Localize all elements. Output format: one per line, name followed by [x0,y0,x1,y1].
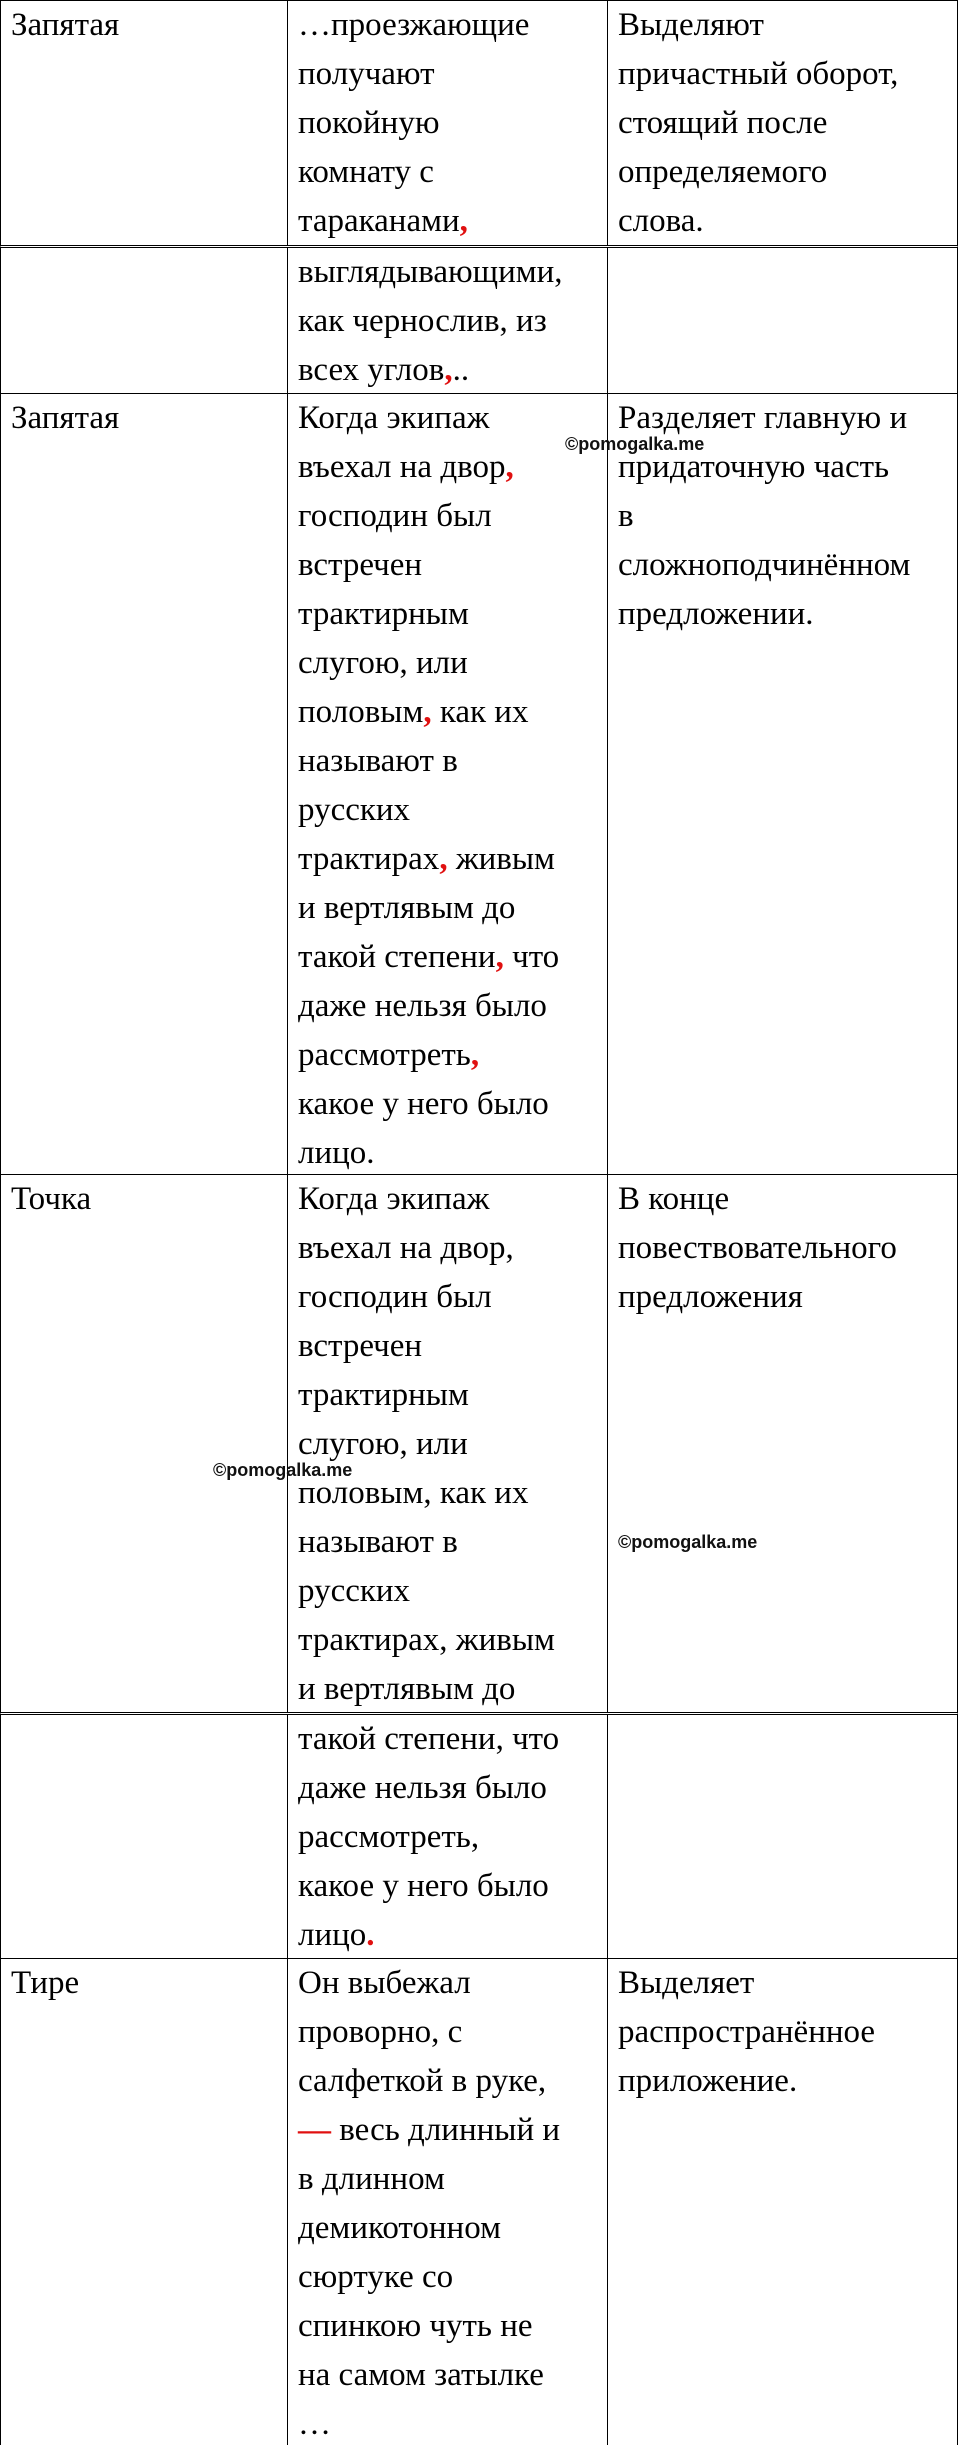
example-line: встречен [298,1328,423,1364]
example-line: рассмотреть, [298,1819,480,1855]
rule-line: в [618,498,634,534]
rule-line: Выделяет [618,1965,755,2001]
highlighted-punctuation: . [366,1917,375,1953]
example-line: лицо. [298,1135,375,1171]
example-line: и вертлявым до [298,1671,516,1707]
example-line: … [298,2406,331,2442]
example-line: салфеткой в руке, [298,2063,547,2099]
example-line: — весь длинный и [298,2112,561,2148]
example-line: демикотонном [298,2210,501,2246]
example-line: господин был [298,498,492,534]
example-line: Когда экипаж [298,1181,490,1217]
mark-cell [1,1959,288,2445]
watermark: ©pomogalka.me [565,434,705,454]
rule-line: распространённое [618,2014,876,2050]
rule-line: повествовательного [618,1230,897,1266]
mark-label: Точка [11,1181,92,1217]
example-line: сюртуке со [298,2259,454,2295]
table-row [0,1712,958,1958]
example-line: слугою, или [298,1426,468,1462]
rule-line: причастный оборот, [618,56,899,92]
example-cell [288,1175,608,1712]
example-line: комнату с [298,154,434,190]
example-line: трактирным [298,1377,469,1413]
example-line: и вертлявым до [298,890,516,926]
table-row [0,0,958,245]
example-line: на самом затылке [298,2357,544,2393]
watermark: ©pomogalka.me [618,1532,758,1552]
rule-cell [608,248,958,393]
example-line: половым, как их [298,694,529,730]
table-row [0,1174,958,1712]
table-row [0,1958,958,2445]
rule-line: предложения [618,1279,803,1315]
highlighted-dash: — [298,2112,331,2148]
example-line: рассмотреть, [298,1037,480,1073]
highlighted-punctuation: , [444,352,453,388]
highlighted-punctuation: , [423,694,432,730]
example-line: проворно, с [298,2014,463,2050]
example-line: как чернослив, из [298,303,547,339]
watermark: ©pomogalka.me [213,1460,353,1480]
example-cell [288,1,608,245]
highlighted-punctuation: , [459,203,468,239]
table-row [0,245,958,393]
example-line: трактирах, живым [298,1622,555,1658]
table-row [0,393,958,1174]
rule-cell [608,1959,958,2445]
example-cell [288,1959,608,2445]
example-line: тараканами, [298,203,468,239]
rule-line: сложноподчинённом [618,547,911,583]
highlighted-punctuation: , [439,841,448,877]
mark-label: Запятая [11,400,120,436]
example-line: русских [298,1573,411,1609]
example-line: Он выбежал [298,1965,471,2001]
example-line: Когда экипаж [298,400,490,436]
example-line: выглядывающими, [298,254,563,290]
example-line: всех углов,.. [298,352,470,388]
example-line: называют в [298,1524,458,1560]
mark-cell [1,394,288,1174]
rule-line: приложение. [618,2063,798,2099]
rule-line: предложении. [618,596,814,632]
example-line: в длинном [298,2161,445,2197]
mark-cell [1,1,288,245]
rule-line: стоящий после [618,105,828,141]
example-cell [288,1715,608,1958]
mark-label: Запятая [11,7,120,43]
example-line: господин был [298,1279,492,1315]
example-line: трактирах, живым [298,841,555,877]
rule-cell [608,1,958,245]
rule-line: определяемого [618,154,828,190]
rule-line: Выделяют [618,7,764,43]
example-line: въехал на двор, [298,1230,514,1266]
example-cell [288,248,608,393]
example-line: называют в [298,743,458,779]
mark-cell [1,248,288,393]
example-line: даже нельзя было [298,1770,547,1806]
example-line: встречен [298,547,423,583]
example-line: русских [298,792,411,828]
mark-label: Тире [11,1965,80,2001]
example-cell [288,394,608,1174]
mark-cell [1,1715,288,1958]
example-line: половым, как их [298,1475,529,1511]
example-line: получают [298,56,435,92]
rule-cell [608,394,958,1174]
rule-line: В конце [618,1181,730,1217]
example-line: спинкою чуть не [298,2308,533,2344]
example-line: слугою, или [298,645,468,681]
highlighted-punctuation: , [495,939,504,975]
example-line: какое у него было [298,1868,549,1904]
example-line: даже нельзя было [298,988,547,1024]
mark-cell [1,1175,288,1712]
example-line: трактирным [298,596,469,632]
rule-cell [608,1715,958,1958]
highlighted-punctuation: , [505,449,514,485]
example-line: такой степени, что [298,939,560,975]
rule-line: придаточную часть [618,449,890,485]
example-line: какое у него было [298,1086,549,1122]
rule-line: слова. [618,203,704,239]
example-line: …проезжающие [298,7,530,43]
example-line: такой степени, что [298,1721,560,1757]
rule-line: Разделяет главную и [618,400,908,436]
rule-cell [608,1175,958,1712]
example-line: въехал на двор, [298,449,514,485]
example-line: покойную [298,105,440,141]
example-line: лицо. [298,1917,375,1953]
highlighted-punctuation: , [470,1037,480,1073]
